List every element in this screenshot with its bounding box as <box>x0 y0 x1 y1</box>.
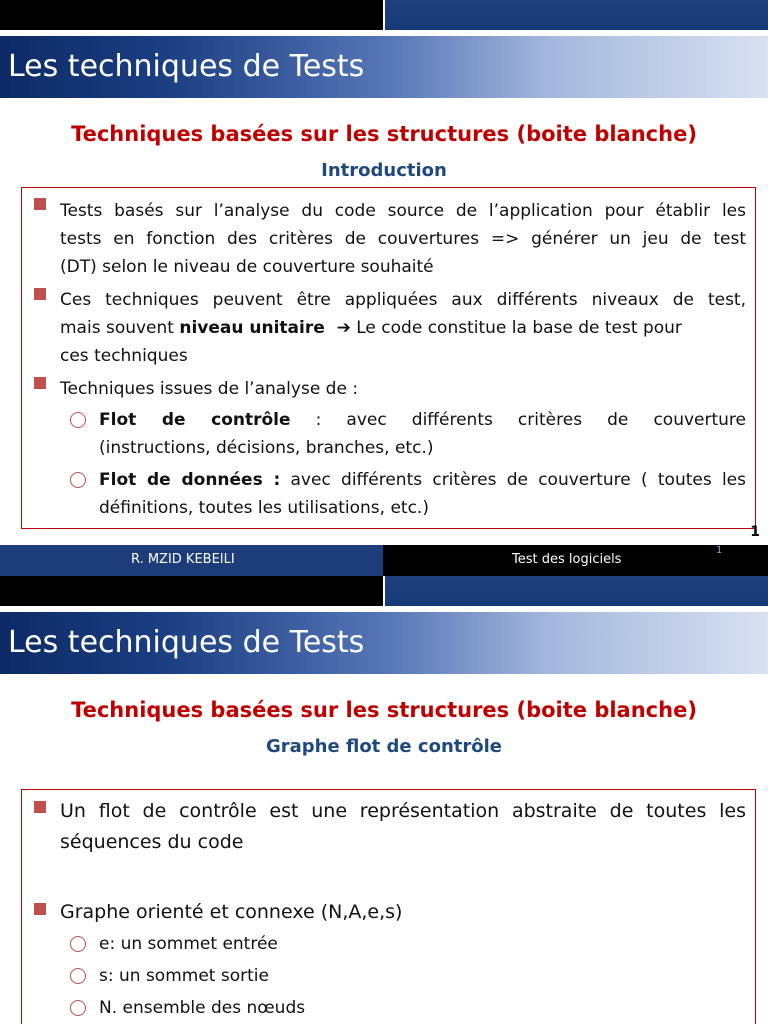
top-bar-blue <box>385 0 768 30</box>
bullet-square-icon <box>34 288 46 300</box>
circle-bullet-icon <box>70 968 86 984</box>
sub-bullet-segment: : avec différents critères de couverture <box>290 410 747 430</box>
sub-bullet-bold: Flot de contrôle <box>99 410 291 430</box>
title-bar <box>0 36 768 98</box>
circle-bullet-icon <box>70 1000 86 1016</box>
circle-bullet-icon <box>70 412 86 428</box>
bullet-text-segment: mais souvent <box>60 318 180 338</box>
page-number: 1 <box>750 524 760 540</box>
sub-bullet-text-line: (instructions, décisions, branches, etc.) <box>99 438 434 458</box>
footer-left <box>0 545 383 576</box>
sub-bullet-bold: Flot de données : <box>99 470 281 490</box>
bullet-square-icon <box>34 198 46 210</box>
circle-bullet-icon <box>70 472 86 488</box>
slide-heading: Techniques basées sur les structures (boite blanche) <box>71 122 697 146</box>
footer-right <box>383 545 768 576</box>
bullet-text-segment: Le code constitue la base de test pour <box>350 318 682 338</box>
sub-bullet-text-line: e: un sommet entrée <box>99 934 278 954</box>
bullet-text-line: séquences du code <box>60 831 244 853</box>
slide-subheading: Introduction <box>321 160 447 181</box>
bullet-text-line: tests en fonction des critères de couvertures => générer un jeu de test <box>60 229 746 249</box>
sub-bullet-text-line: N. ensemble des nœuds <box>99 998 306 1018</box>
slide-heading: Techniques basées sur les structures (boite blanche) <box>71 698 697 722</box>
bullet-text-line: (DT) selon le niveau de couverture souhaité <box>60 257 434 277</box>
sub-bullet-text-line: s: un sommet sortie <box>99 966 269 986</box>
bullet-text-line: Tests basés sur l’analyse du code source de l’application pour établir les <box>60 201 746 221</box>
bullet-text-line <box>60 314 750 342</box>
sub-bullet-segment: avec différents critères de couverture ( toutes les <box>280 470 746 490</box>
slide-footer <box>0 545 768 576</box>
bullet-square-icon <box>34 903 46 915</box>
slide-title: Les techniques de Tests <box>8 625 365 660</box>
top-bar-blue <box>385 576 768 606</box>
slide-2 <box>0 576 768 1024</box>
top-bar-black <box>0 0 383 30</box>
circle-bullet-icon <box>70 936 86 952</box>
top-decor-bar <box>0 0 768 30</box>
top-decor-bar <box>0 576 768 606</box>
arrow-right-icon: ➔ <box>336 318 351 338</box>
title-bar <box>0 612 768 674</box>
sub-bullet-text-line <box>99 406 746 434</box>
footer-author: R. MZID KEBEILI <box>131 552 235 567</box>
bullet-text-line: Ces techniques peuvent être appliquées aux différents niveaux de test, <box>60 290 746 310</box>
bullet-text-line: Techniques issues de l’analyse de : <box>60 379 359 399</box>
content-box <box>21 789 756 1024</box>
sub-bullet-text-line <box>99 466 746 494</box>
slide-subheading: Graphe flot de contrôle <box>266 736 502 757</box>
bullet-text-line: ces techniques <box>60 346 188 366</box>
bullet-square-icon <box>34 377 46 389</box>
page-number-small: 1 <box>716 545 723 556</box>
sub-bullet-text-line: définitions, toutes les utilisations, etc.) <box>99 498 429 518</box>
bullet-square-icon <box>34 801 46 813</box>
bullet-text-line: Graphe orienté et connexe (N,A,e,s) <box>60 901 403 923</box>
footer-course: Test des logiciels <box>512 552 622 567</box>
top-bar-black <box>0 576 383 606</box>
bullet-text-line: Un flot de contrôle est une représentation abstraite de toutes les <box>60 800 746 822</box>
content-box <box>21 187 756 529</box>
bullet-text-bold: niveau unitaire <box>179 318 325 338</box>
slide-title: Les techniques de Tests <box>8 49 365 84</box>
